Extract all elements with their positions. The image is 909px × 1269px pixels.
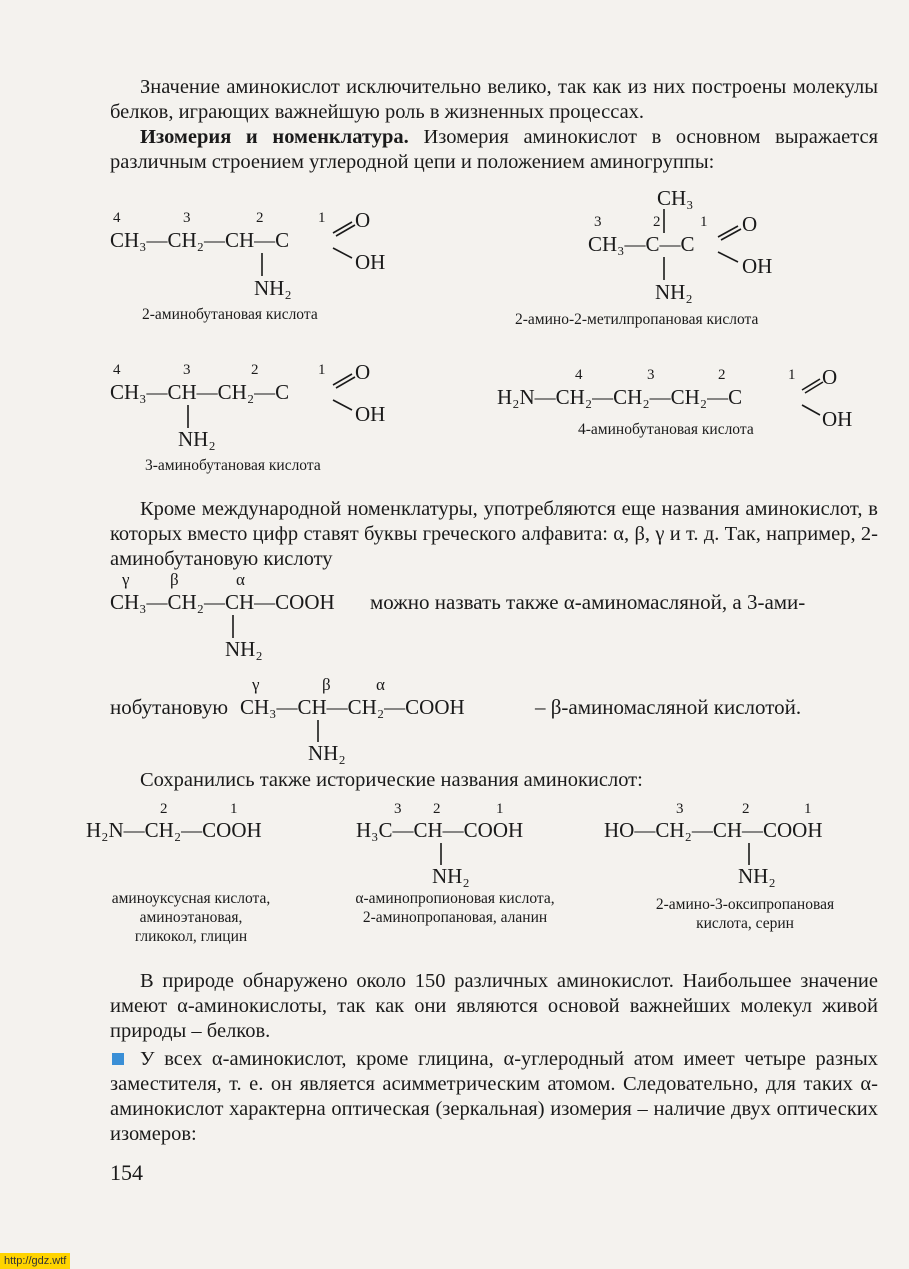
h2-n3: 3: [394, 801, 402, 817]
h3-bonds: [0, 800, 909, 880]
h2-caption-line: α-аминопропионовая кислота,: [355, 890, 555, 907]
h2-caption: [330, 889, 580, 927]
historic-intro: Сохранились также исторические названия аминокислот:: [140, 769, 643, 791]
h1-caption-line: аминоэтановая,: [139, 909, 243, 926]
ex1-formula: CH₃—CH₂—CH—COOH: [110, 590, 335, 614]
s3-hydroxyl: OH: [355, 402, 386, 426]
s4-c2: 2: [718, 367, 726, 383]
s1-oxygen: O: [355, 208, 371, 232]
s3-oxygen: O: [355, 360, 371, 384]
h1-caption-line: гликокол, глицин: [134, 928, 248, 945]
nature-paragraph: В природе обнаружено около 150 различных аминокислот. Наибольшее значение имеют α-аминокислоты, так как они являются основой важнейших молекул живой природы – белков.: [110, 970, 878, 1042]
ex1-text: можно назвать также α-аминомасляной, а 3-ами-: [370, 590, 806, 614]
ex2-text: – β-аминомасляной кислотой.: [535, 695, 802, 719]
h3-caption: [630, 895, 860, 933]
trivial-names-paragraph: Кроме международной номенклатуры, употребляются еще названия аминокислот, в которых вместо цифр ставят буквы греческого алфавита: α, β, γ и т. д. Так, например, 2-аминобутановую кислоту: [110, 498, 878, 570]
s1-amino: NH₂: [254, 276, 292, 300]
s2-c2: 2: [653, 214, 661, 230]
s4-chain: H₂N—CH₂—CH₂—CH₂—C: [497, 385, 743, 409]
s1-caption: 2-аминобутановая кислота: [142, 306, 318, 323]
s1-c3: 3: [183, 210, 191, 226]
h2-caption-line: 2-аминопропановая, аланин: [362, 909, 548, 926]
ex1-gamma: γ: [122, 570, 130, 589]
s2-c3: 3: [594, 214, 602, 230]
s3-caption: 3-аминобутановая кислота: [145, 457, 321, 474]
ex1-alpha: α: [236, 570, 245, 589]
ex2-formula: CH₃—CH—CH₂—COOH: [240, 695, 465, 719]
ex1-beta: β: [170, 570, 179, 589]
h1-caption: [86, 889, 296, 946]
ex2-alpha: α: [376, 675, 385, 694]
h3-n3: 3: [676, 801, 684, 817]
h2-n2: 2: [433, 801, 441, 817]
s4-c1: 1: [788, 367, 796, 383]
ex2-prefix: нобутановую: [110, 695, 229, 719]
isomerism-heading: Изомерия и номенклатура.: [140, 126, 409, 148]
s3-c3: 3: [183, 362, 191, 378]
s2-hydroxyl: OH: [742, 254, 773, 278]
watermark-link[interactable]: http://gdz.wtf: [0, 1253, 70, 1269]
s2-c1: 1: [700, 214, 708, 230]
h3-caption-line: 2-амино-3-оксипропановая: [655, 896, 835, 913]
isomerism-text: Изомерия аминокислот в основном выражается различным строением углеродной цепи и положением аминогруппы:: [110, 126, 878, 173]
s4-oxygen: O: [822, 365, 838, 389]
h3-caption-line: кислота, серин: [696, 915, 794, 932]
s1-c4: 4: [113, 210, 121, 226]
s1-c1: 1: [318, 210, 326, 226]
h2-n1: 1: [496, 801, 504, 817]
h2-formula: H₃C—CH—COOH: [356, 818, 524, 842]
page-number: 154: [110, 1160, 143, 1185]
s2-caption: 2-амино-2-метилпропановая кислота: [515, 311, 759, 328]
s4-caption: 4-аминобутановая кислота: [578, 421, 754, 438]
h3-formula: HO—CH₂—CH—COOH: [604, 818, 823, 842]
ex2-gamma: γ: [252, 675, 260, 694]
ex1-amino: NH₂: [225, 637, 263, 661]
h3-n1: 1: [804, 801, 812, 817]
s3-chain: CH₃—CH—CH₂—C: [110, 380, 290, 404]
h2-amino: NH₂: [432, 864, 470, 888]
h1-caption-line: аминоуксусная кислота,: [111, 890, 271, 907]
s2-chain: CH₃—C—C: [588, 232, 695, 256]
s3-c4: 4: [113, 362, 121, 378]
s1-hydroxyl: OH: [355, 250, 386, 274]
optical-isomerism-paragraph: У всех α-аминокислот, кроме глицина, α-углеродный атом имеет четыре разных заместителя, т. е. он является асимметрическим атомом. Следовательно, для таких α-аминокислот характерна оптическая (зеркальная) изомерия – наличие двух оптических изомеров:: [110, 1048, 878, 1145]
intro-paragraph: Значение аминокислот исключительно велико, так как из них построены молекулы белков, играющих важнейшую роль в жизненных процессах.: [110, 76, 878, 123]
h1-n1: 1: [230, 801, 238, 817]
s3-c1: 1: [318, 362, 326, 378]
s2-amino: NH₂: [655, 280, 693, 304]
h3-amino: NH₂: [738, 864, 776, 888]
ex2-beta: β: [322, 675, 331, 694]
s1-chain: CH₃—CH₂—CH—C: [110, 228, 290, 252]
h3-n2: 2: [742, 801, 750, 817]
h1-formula: H₂N—CH₂—COOH: [86, 818, 262, 842]
ex1-bonds: [0, 560, 909, 650]
s4-hydroxyl: OH: [822, 407, 853, 431]
s3-amino: NH₂: [178, 427, 216, 451]
h1-n2: 2: [160, 801, 168, 817]
s1-c2: 2: [256, 210, 264, 226]
s4-c4: 4: [575, 367, 583, 383]
ex2-bonds: [0, 680, 909, 760]
s4-bonds: [0, 0, 909, 520]
s2-oxygen: O: [742, 212, 758, 236]
ex2-amino: NH₂: [308, 741, 346, 765]
s3-c2: 2: [251, 362, 259, 378]
s4-c3: 3: [647, 367, 655, 383]
s2-methyl: CH₃: [657, 186, 694, 210]
